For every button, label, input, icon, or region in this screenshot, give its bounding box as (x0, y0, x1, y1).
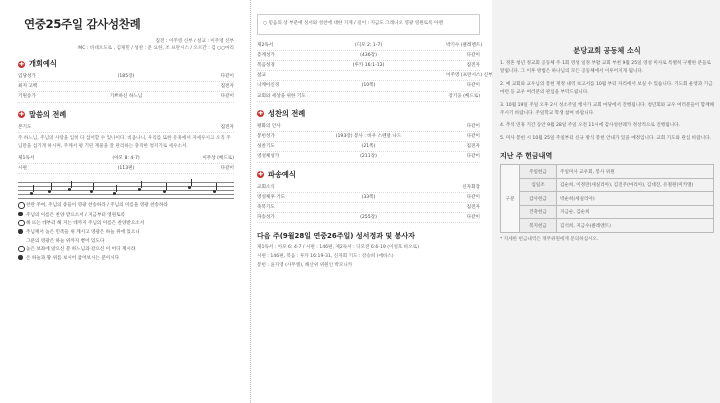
row-item: 평화의 인사 (257, 123, 281, 129)
row-item: 영성체후 기도 (257, 194, 286, 200)
row-item: 시편 (18, 166, 27, 172)
row-item: 영성체성가 (257, 154, 280, 160)
offering-type: 십일조 (520, 178, 557, 192)
row-item: 최저 고백 (18, 84, 38, 90)
section-title: 성찬의 전례 (268, 108, 306, 118)
service-row (257, 213, 480, 223)
row-detail (52, 82, 200, 91)
row-person: 이주영 (프란시스) 신부 (446, 73, 493, 79)
response-line (18, 246, 234, 255)
row-detail: (255장) (360, 215, 377, 221)
ministers-credit: MC : 바네오도로 , 김제민 / 성찬 : 문 요한, 조 프란시스 / 오르간 : 김 ○○마리 (78, 46, 234, 51)
right-column (492, 0, 720, 403)
offering-row (501, 178, 714, 192)
response-line (18, 212, 234, 220)
row-item: 축복기도 (257, 205, 275, 211)
service-row (257, 193, 480, 203)
offering-table (500, 164, 714, 233)
row-item: 제1독서 (18, 156, 35, 161)
response-line (18, 238, 234, 246)
row-detail (291, 203, 446, 212)
row-detail: (디모 2: 1-7) (354, 42, 383, 48)
people-marker-icon (18, 212, 26, 220)
service-row (18, 82, 234, 92)
offering-footnote: * 지세한 헌금내역은 재무위원에게 문의하십시오. (500, 236, 599, 242)
service-row (257, 51, 480, 61)
cross-icon: ✚ (257, 110, 264, 118)
row-person: 집전자 (220, 84, 234, 90)
word-rows (18, 123, 234, 133)
notice-title: 분당교회 공동체 소식 (573, 46, 641, 55)
row-item: 층계성가 (257, 52, 275, 58)
notice-item: 2. 예 교회와 교우님의 봉헌 재정 내역 보고서를 10월 부터 자리에서 보실 수 있습니다. 기도회 운영과 기금 마련 등 교우 여러분의 관심을 부탁드립니다. (500, 81, 713, 96)
leader-marker-icon (18, 220, 26, 229)
offering-row (501, 165, 714, 179)
cross-icon: ✚ (18, 60, 25, 68)
row-person: 다같이 (220, 166, 234, 172)
notice-item: 1. 정혼 청년 정교회 공동체 주 1회 영성 일정 부활 교회 부천 9월 25일 영성 미사로 특별히 구별한 분들로 알립니다. 그 이후 방법은 하나님의 모든 공동체에서 이루어지게 됩니다. (500, 61, 711, 75)
service-row (257, 92, 480, 102)
next-week-line2: 시편 : 146편, 복음 : 루카 16:19-31, 신자회 기도 : 강승희 (에바스) (257, 254, 394, 260)
next-week-title: 다음 주(9월28일 연중26주일) 성서정과 및 봉사자 (257, 232, 415, 241)
notice-item: 3. 10월 19일 주일 오후 2시 성소주일 행사가 교회 마당에서 진행됩니다. 청년회와 교우 여러분들이 함께해 주시기 바랍니다. 주일학교 학생 참여 바랍니다. (500, 102, 714, 117)
people-marker-icon (18, 229, 26, 237)
service-row (257, 142, 480, 152)
offering-type: 복지헌금 (520, 219, 557, 233)
row-detail (291, 92, 446, 101)
row-person: 신자회장 (462, 184, 480, 190)
creed-note-box (257, 14, 480, 35)
row-detail: (436장) (360, 52, 377, 58)
next-week-line1: 제1독서 : 아모 6: 4-7 / 시편 : 146편, 제2독서 : 디모전 6:6-19 (이성호 바오로) (257, 245, 419, 251)
indent (18, 238, 26, 246)
row-person: 다같이 (466, 154, 480, 160)
creed-note: ○ 믿음의 상 부분에 성서와 성찬에 대한 기재 / 길이 : 지금도 그레나오 영광 영원토록 아멘 (263, 21, 443, 26)
psalm-responses (18, 202, 234, 263)
row-detail (52, 123, 200, 132)
section-word (18, 110, 234, 120)
row-person: 장기웅 (베드로) (448, 93, 480, 99)
leader-marker-icon (18, 246, 26, 255)
row-item: 복음성경 (257, 63, 275, 68)
service-row (257, 203, 480, 213)
middle-column (250, 0, 493, 403)
offering-names: 박순희(세실리아) (557, 192, 714, 206)
offering-names: 주일미사 교우회, 봉사 위원 (557, 165, 714, 179)
service-row (257, 71, 493, 81)
response-text: 주님의 이름은 찬양 받으소서 / 지금부터 영원토록 (26, 212, 126, 218)
offering-title: 지난 주 헌금내역 (500, 152, 553, 161)
service-row (257, 81, 480, 91)
row-person: 이무상 (베드로) (202, 156, 234, 161)
offering-row (501, 192, 714, 206)
section-eucharist (257, 109, 480, 119)
response-line (18, 202, 234, 211)
row-person: 다같이 (466, 123, 480, 129)
offering-type: 건축헌금 (520, 205, 557, 219)
row-person: 다같이 (466, 194, 480, 200)
eucharist-rows (257, 122, 480, 163)
service-row (257, 132, 480, 142)
row-detail (291, 183, 446, 192)
cross-icon: ✚ (18, 111, 25, 119)
service-row (257, 122, 480, 132)
row-item: 교회와 세상을 위한 기도 (257, 93, 306, 99)
service-rows (257, 41, 493, 102)
row-item: 봉헌성가 (257, 134, 275, 140)
offering-group-label: 구분 (501, 165, 520, 233)
offering-row (501, 205, 714, 219)
row-item: 본기도 (18, 124, 32, 130)
response-line (18, 229, 234, 237)
leader-marker-icon (18, 202, 26, 211)
page-title: 연중25주일 감사성찬례 (24, 17, 141, 31)
response-text: 찬란 주여, 주님의 증들이 영광 찬송하라 / 주님의 이름을 영광 찬송하라 (26, 203, 168, 209)
section-title: 파송예식 (268, 169, 296, 179)
row-person: 다같이 (466, 134, 480, 140)
dismissal-rows (257, 183, 480, 224)
row-detail: (21쪽) (361, 144, 376, 150)
service-row (18, 154, 234, 164)
row-item: 기원송가 (18, 94, 36, 100)
offering-type: 주일헌금 (520, 165, 557, 179)
row-item: 설교 (257, 73, 266, 79)
opening-rows (18, 72, 234, 103)
celebrant-credit: 집전 : 이주영 신부 / 설교 : 이주영 신부 (155, 39, 234, 44)
row-detail: (33쪽) (361, 194, 376, 200)
section-opening (18, 59, 234, 69)
service-row (18, 123, 234, 133)
offering-names: 지금순, 김순희 (557, 205, 714, 219)
row-detail: 기쁘하신 하느님 (109, 94, 143, 100)
row-detail: (10쪽) (361, 83, 376, 89)
section-title: 말씀의 전례 (29, 109, 67, 119)
service-row (257, 183, 480, 193)
collect-text: 주 하느님, 주님의 사랑을 입히 다 섬어할 수 있나이다. 비옵나니, 우리를 또한 유혹에서 자세우시고 오직 주님만을 섬기게 하시며, 주께서 평 기된 재물을 잘 관리하는 충직한 청지기로 세우소서. (18, 135, 231, 150)
row-item: 니케아신경 (257, 83, 280, 89)
service-row (257, 41, 483, 51)
row-detail: (211장) (360, 154, 377, 160)
notice-item: 4. 추석 연휴 기간 동안 9월 28일 주일 오전 11시에 감사성찬례가 정상적으로 진행됩니다. (500, 123, 680, 129)
left-column (0, 0, 242, 403)
cross-icon: ✚ (257, 171, 264, 179)
offering-names: 김순희, 이정란(세실리아), 김진주(마리아), 김대진, 유철원(미카엘) (557, 178, 714, 192)
row-item: 제2독서 (257, 42, 274, 48)
row-detail (291, 122, 446, 131)
row-person: 집전자 (466, 144, 480, 150)
service-row (18, 164, 234, 174)
row-person: 다같이 (220, 74, 234, 79)
people-marker-icon (18, 255, 26, 263)
row-person: 집전자 (220, 124, 234, 130)
row-person: 다같이 (466, 83, 480, 89)
response-line (18, 255, 234, 263)
response-line (18, 220, 234, 229)
service-row (18, 92, 234, 102)
section-dismissal (257, 170, 480, 180)
notice-item: 5. 미사 봉헌 시 10월 25일 주일부터 신규 방식 봉헌 안내가 있을 예정입니다. 교회 기도와 관심 바랍니다. (500, 135, 711, 141)
response-text: 온 하늘과 땅 위를 보시어 굽어보시는 분이시다 (26, 256, 120, 262)
row-person: 다같이 (466, 215, 480, 221)
next-week-line3: 봉헌 : 윤지영 (사무엘), 해산위 위원인 박모니카 (257, 262, 353, 268)
row-item: 파송성가 (257, 215, 275, 221)
row-detail (291, 71, 446, 80)
row-detail: (185장) (117, 74, 135, 79)
row-item: 입당성가 (18, 74, 36, 79)
response-text: 주님께서 높은 민족들 위 계시고 영광은 하늘 위에 있으니 (26, 230, 140, 236)
row-person: 다같이 (466, 52, 480, 58)
row-person: 박기수 (클레멘트) (446, 42, 483, 48)
offering-row (501, 219, 714, 233)
row-item: 성찬기도 (257, 144, 275, 150)
response-text: 높은 보좌에 앉으신 분 하느님과 같으신 이 어디 계시랴 (26, 246, 136, 252)
row-detail: (아모 8: 4-7) (112, 156, 140, 161)
service-row (18, 72, 234, 82)
row-person: 다같이 (220, 94, 234, 100)
row-detail: (113편) (117, 166, 135, 172)
reading-rows (18, 154, 234, 174)
music-staff (18, 178, 234, 200)
section-title: 개회예식 (29, 59, 57, 68)
response-text: 해 뜨는 데부터 해 지는 데까지 주님의 이름은 찬양받으소서 (26, 220, 145, 226)
row-item: 교회소식 (257, 184, 275, 190)
offering-names: 김석희, 지금수(클레멘트) (557, 219, 714, 233)
response-text: 그분의 영광은 하늘 위까지 뻗어 있도다 (26, 238, 105, 244)
offering-type: 감사헌금 (520, 192, 557, 206)
notice-list (500, 60, 714, 143)
row-person: 집전자 (466, 63, 480, 68)
row-detail: (루카 16:1-13) (352, 63, 385, 68)
service-row (257, 152, 480, 162)
row-detail: (193장) 봉사 : 바우 스텐달 나드 (335, 134, 402, 140)
row-person: 집전자 (466, 205, 480, 211)
service-row (257, 61, 480, 71)
